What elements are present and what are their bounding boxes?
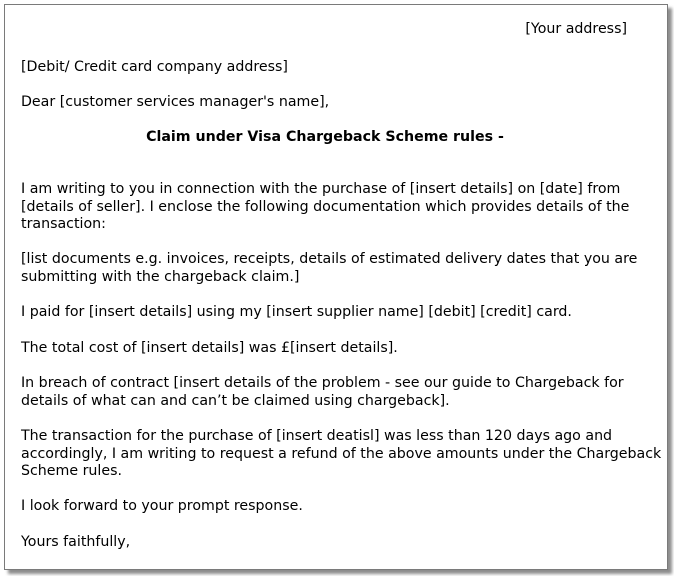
- intro-paragraph-line-2: [details of seller]. I enclose the following documentation which provides details of the: [21, 198, 630, 215]
- sender-address: [Your address]: [525, 21, 627, 37]
- documents-paragraph-line-1: [list documents e.g. invoices, receipts, details of estimated delivery dates that you are: [21, 251, 638, 267]
- breach-paragraph-line-2: details of what can and can’t be claimed using chargeback].: [21, 392, 450, 409]
- closing-paragraph: I look forward to your prompt response.: [21, 498, 303, 514]
- salutation: Dear [customer services manager's name],: [21, 94, 330, 110]
- refund-paragraph-line-2: accordingly, I am writing to request a refund of the above amounts under the Chargeback: [21, 445, 662, 462]
- intro-paragraph-line-3: transaction:: [21, 216, 106, 232]
- cost-paragraph: The total cost of [insert details] was £[insert details].: [21, 340, 398, 356]
- signoff: Yours faithfully,: [21, 534, 131, 550]
- company-address: [Debit/ Credit card company address]: [21, 59, 288, 75]
- breach-paragraph-line-1: In breach of contract [insert details of the problem - see our guide to Chargeback for: [21, 375, 624, 391]
- documents-paragraph-line-2: submitting with the chargeback claim.]: [21, 268, 300, 285]
- refund-paragraph-line-3: Scheme rules.: [21, 463, 122, 479]
- letter-subject: Claim under Visa Chargeback Scheme rules -: [146, 129, 504, 145]
- payment-paragraph: I paid for [insert details] using my [insert supplier name] [debit] [credit] card.: [21, 304, 572, 320]
- letter-page: [4, 4, 668, 570]
- intro-paragraph-line-1: I am writing to you in connection with the purchase of [insert details] on [date] from: [21, 181, 621, 197]
- refund-paragraph-line-1: The transaction for the purchase of [insert deatisl] was less than 120 days ago and: [21, 428, 613, 444]
